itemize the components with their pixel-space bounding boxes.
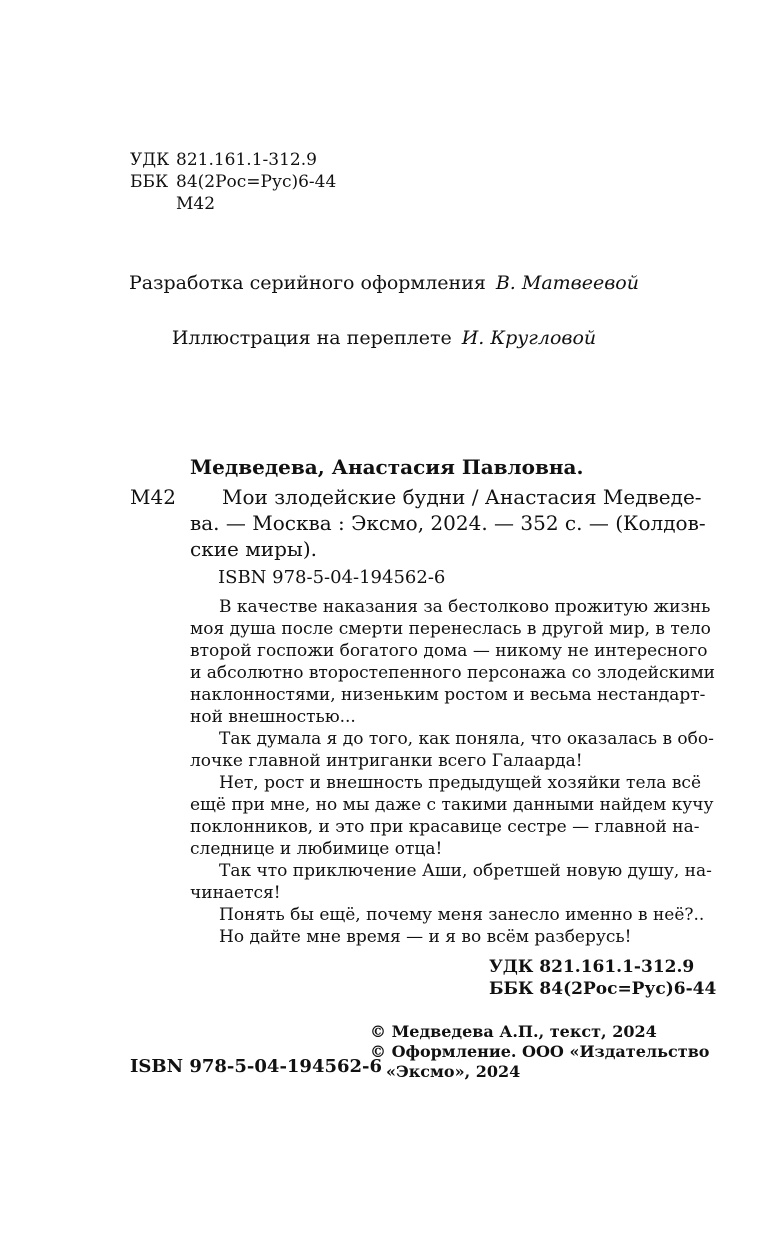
udk-row bbox=[130, 150, 317, 170]
annotation-line: В качестве наказания за бестолково прожитую жизнь bbox=[219, 597, 711, 617]
copyright-line: © Оформление. ООО «Издательство bbox=[370, 1042, 710, 1061]
annotation-line: Так что приключение Аши, обретшей новую душу, на- bbox=[219, 861, 712, 881]
cover-illustration-name: И. Кругловой bbox=[461, 327, 597, 349]
bibliography-heading: Медведева, Анастасия Павловна. bbox=[190, 455, 584, 479]
cover-illustration-credit bbox=[0, 327, 768, 349]
bibliography-isbn: ISBN 978-5-04-194562-6 bbox=[218, 567, 446, 588]
annotation-line: чинается! bbox=[190, 883, 281, 903]
annotation-line: следнице и любимице отца! bbox=[190, 839, 443, 859]
annotation-line: лочке главной интриганки всего Галаарда! bbox=[190, 751, 583, 771]
cover-illustration-label: Иллюстрация на переплете bbox=[171, 327, 452, 349]
isbn-footer: ISBN 978-5-04-194562-6 bbox=[130, 1056, 383, 1077]
annotation-line: Понять бы ещё, почему меня занесло именно в неё?.. bbox=[219, 905, 705, 925]
annotation-line: ной внешностью... bbox=[190, 707, 356, 727]
annotation-line: Так думала я до того, как поняла, что оказалась в обо- bbox=[219, 729, 714, 749]
copyright-line: © Медведева А.П., текст, 2024 bbox=[370, 1022, 657, 1041]
annotation-line: Но дайте мне время — и я во всём разберусь! bbox=[219, 927, 632, 947]
series-design-credit bbox=[0, 272, 768, 294]
series-design-label: Разработка серийного оформления bbox=[129, 272, 486, 294]
bbk-row bbox=[130, 172, 336, 192]
bbk-label: ББК bbox=[130, 172, 169, 192]
bibliography-line: ские миры). bbox=[190, 537, 317, 561]
annotation-line: и абсолютно второстепенного персонажа со злодейскими bbox=[190, 663, 716, 683]
author-mark-row bbox=[130, 194, 215, 214]
series-design-name: В. Матвеевой bbox=[495, 272, 639, 294]
annotation-line: поклонников, и это при красавице сестре — главной на- bbox=[190, 817, 700, 837]
bbk-value: 84(2Рос=Рус)6-44 bbox=[176, 172, 337, 192]
bibliography-line: Мои злодейские будни / Анастасия Медведе- bbox=[222, 485, 702, 509]
bibliography-line: ва. — Москва : Эксмо, 2024. — 352 с. — (Колдов- bbox=[190, 511, 706, 535]
udk-value: 821.161.1-312.9 bbox=[176, 150, 317, 170]
annotation-line: второй госпожи богатого дома — никому не интересного bbox=[190, 641, 708, 661]
footer-bbk: ББК 84(2Рос=Рус)6-44 bbox=[489, 979, 717, 999]
annotation-line: моя душа после смерти перенеслась в другой мир, в тело bbox=[190, 619, 711, 639]
annotation-line: ещё при мне, но мы даже с такими данными найдем кучу bbox=[190, 795, 714, 815]
annotation-line: Нет, рост и внешность предыдущей хозяйки тела всё bbox=[219, 773, 702, 793]
copyright-line: «Эксмо», 2024 bbox=[386, 1062, 521, 1081]
bibliography-code: М42 bbox=[130, 485, 176, 509]
annotation-line: наклонностями, низеньким ростом и весьма нестандарт- bbox=[190, 685, 706, 705]
author-mark: М42 bbox=[176, 194, 216, 214]
udk-label: УДК bbox=[130, 150, 170, 170]
footer-udk: УДК 821.161.1-312.9 bbox=[489, 957, 695, 977]
